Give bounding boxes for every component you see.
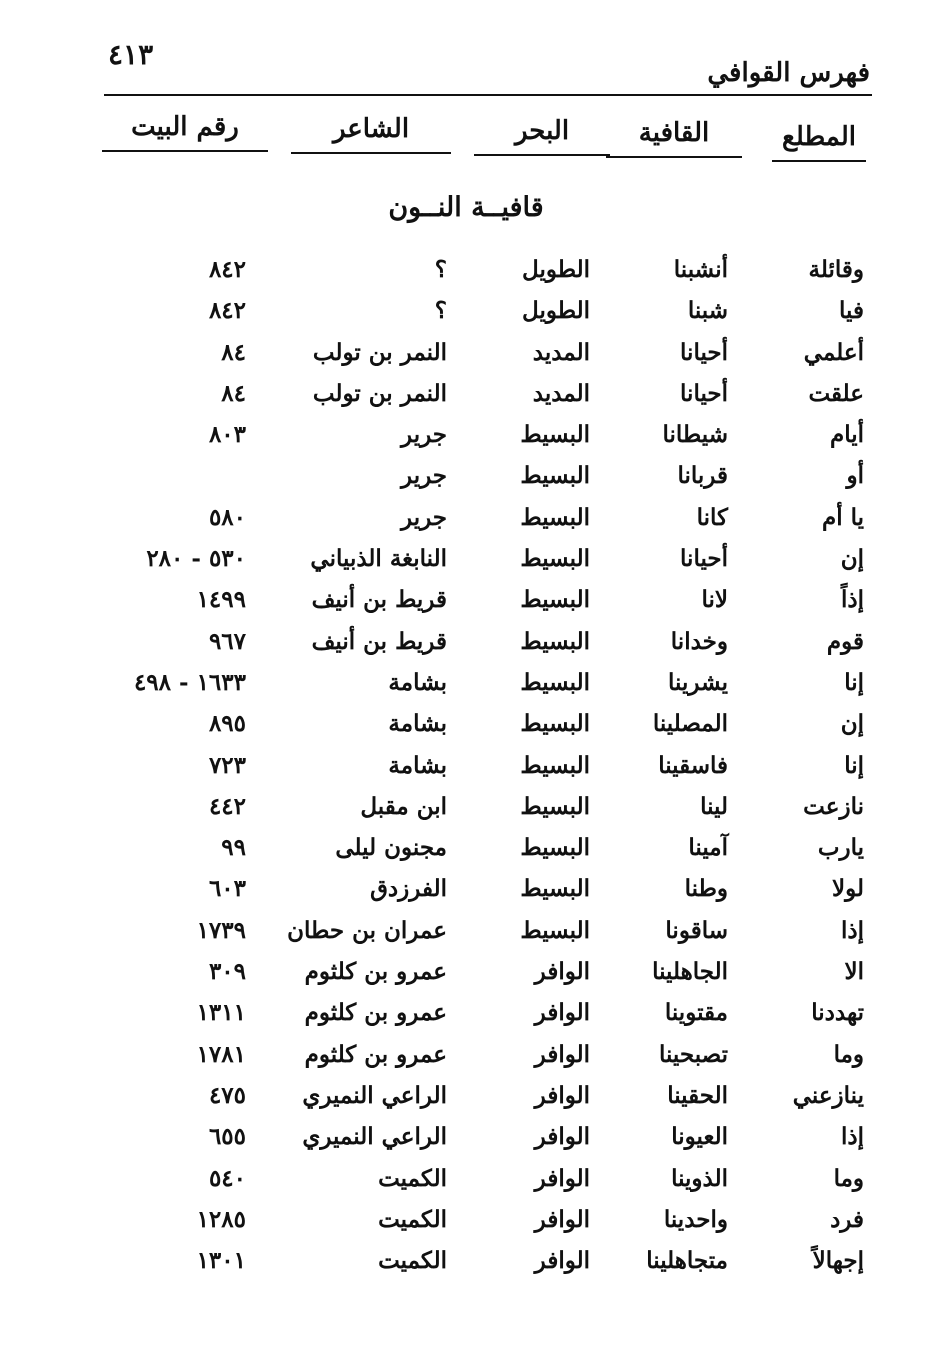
meter-cell: الوافر (534, 999, 590, 1027)
verse-number-cell: ٥٣٠ - ٢٨٠ (146, 545, 246, 573)
opening-cell: ينازعني (792, 1081, 864, 1109)
poet-cell: جرير (401, 421, 447, 449)
poet-cell: بشامة (388, 751, 447, 779)
verse-number-cell: ١٣١١ (196, 999, 246, 1027)
rhyme-cell: أحيانا (680, 338, 728, 366)
table-row (0, 628, 932, 669)
meter-cell: البسيط (520, 916, 590, 944)
meter-cell: البسيط (520, 751, 590, 779)
meter-cell: الوافر (534, 958, 590, 986)
poet-cell: الفرزدق (370, 875, 447, 903)
column-header-poet-rule (291, 152, 451, 154)
table-row (0, 999, 932, 1040)
table-row (0, 917, 932, 958)
column-header-rhyme-label: القافية (638, 118, 710, 148)
rhyme-cell: آمينا (688, 834, 728, 862)
meter-cell: البسيط (520, 462, 590, 490)
poet-cell: عمرو بن كلثوم (304, 999, 447, 1027)
table-row (0, 793, 932, 834)
meter-cell: البسيط (520, 668, 590, 696)
verse-number-cell: ٨٤٢ (208, 297, 246, 325)
rhyme-cell: متجاهلينا (646, 1247, 728, 1275)
rhyme-cell: المصلينا (652, 710, 728, 738)
table-row (0, 545, 932, 586)
verse-number-cell: ٨٤٢ (208, 256, 246, 283)
poet-cell: قريط بن أنيف (311, 586, 447, 614)
meter-cell: الوافر (534, 1123, 590, 1151)
rhyme-cell: وخدانا (670, 627, 728, 655)
poet-cell: ؟ (434, 256, 447, 283)
poet-cell: بشامة (388, 710, 447, 738)
poet-cell: جرير (401, 503, 447, 531)
meter-cell: البسيط (520, 710, 590, 738)
opening-cell: إن (840, 545, 864, 573)
table-row (0, 669, 932, 710)
meter-cell: الوافر (534, 1164, 590, 1192)
poet-cell: الكميت (378, 1164, 447, 1192)
meter-cell: الوافر (534, 1081, 590, 1109)
rhyme-cell: شبنا (687, 297, 728, 325)
rhyme-cell: تصبحينا (658, 1040, 728, 1068)
table-row (0, 504, 932, 545)
opening-cell: علقت (808, 379, 864, 407)
opening-cell: يارب (817, 834, 864, 862)
verse-number-cell: ٦٥٥ (208, 1123, 246, 1151)
meter-cell: البسيط (520, 834, 590, 862)
table-row (0, 380, 932, 421)
column-header-verse-number-label: رقم البيت (131, 112, 239, 142)
rhyme-cell: قربانا (677, 462, 728, 490)
poet-cell: النمر بن تولب (312, 338, 447, 366)
poet-cell: الكميت (378, 1205, 447, 1233)
verse-number-cell: ٩٦٧ (208, 627, 246, 655)
meter-cell: البسيط (520, 545, 590, 573)
rhyme-index-table (0, 256, 932, 1288)
meter-cell: الطويل (522, 297, 590, 325)
opening-cell: وما (833, 1040, 864, 1068)
opening-cell: إذا (840, 916, 864, 944)
poet-cell: مجنون ليلى (335, 834, 447, 862)
poet-cell: عمران بن حطان (287, 916, 447, 944)
opening-cell: فيا (839, 297, 864, 325)
table-row (0, 1082, 932, 1123)
opening-cell: الا (844, 958, 864, 986)
table-row (0, 339, 932, 380)
meter-cell: البسيط (520, 792, 590, 820)
column-header-opening-label: المطلع (782, 122, 856, 152)
verse-number-cell: ١٧٣٩ (196, 916, 246, 944)
rhyme-cell: العيونا (671, 1123, 728, 1151)
rhyme-cell: الذوينا (671, 1164, 728, 1192)
poet-cell: الراعي النميري (302, 1123, 447, 1151)
verse-number-cell: ٥٨٠ (208, 503, 246, 531)
verse-number-cell: ١٦٣٣ - ٤٩٨ (133, 668, 246, 696)
verse-number-cell: ١٢٨٥ (196, 1205, 246, 1233)
table-row (0, 1041, 932, 1082)
table-row (0, 1165, 932, 1206)
rhyme-cell: كانا (696, 503, 728, 531)
poet-cell: عمرو بن كلثوم (304, 1040, 447, 1068)
opening-cell: إذا (840, 1123, 864, 1151)
meter-cell: الوافر (534, 1205, 590, 1233)
column-header-opening-rule (772, 160, 866, 162)
verse-number-cell: ٨٤ (221, 338, 246, 366)
opening-cell: وما (833, 1164, 864, 1192)
poet-cell: ؟ (434, 297, 447, 325)
meter-cell: الطويل (522, 256, 590, 283)
header-rule (104, 94, 872, 96)
column-header-meter-rule (474, 154, 610, 156)
rhyme-cell: أنشبنا (673, 256, 728, 283)
table-row (0, 834, 932, 875)
rhyme-cell: وطنا (684, 875, 728, 903)
table-row (0, 958, 932, 999)
meter-cell: المديد (532, 338, 590, 366)
verse-number-cell: ٧٢٣ (208, 751, 246, 779)
rhyme-cell: لانا (701, 586, 728, 614)
table-row (0, 297, 932, 338)
verse-number-cell: ٨٠٣ (208, 421, 246, 449)
meter-cell: المديد (532, 379, 590, 407)
column-header-meter (474, 116, 610, 156)
column-header-verse-number (102, 112, 268, 152)
opening-cell: قوم (826, 627, 864, 655)
rhyme-cell: مقتوينا (664, 999, 728, 1027)
poet-cell: عمرو بن كلثوم (304, 958, 447, 986)
table-row (0, 875, 932, 916)
meter-cell: البسيط (520, 875, 590, 903)
opening-cell: أيام (829, 421, 864, 449)
verse-number-cell: ٣٠٩ (208, 958, 246, 986)
verse-number-cell: ١٤٩٩ (196, 586, 246, 614)
section-title: قافيــة النــون (388, 192, 544, 223)
meter-cell: الوافر (534, 1040, 590, 1068)
rhyme-cell: ساقونا (665, 916, 728, 944)
verse-number-cell: ٦٠٣ (208, 875, 246, 903)
rhyme-cell: أحيانا (680, 545, 728, 573)
opening-cell: أعلمي (803, 338, 864, 366)
table-row (0, 1123, 932, 1164)
column-header-rhyme (606, 118, 742, 158)
opening-cell: لولا (831, 875, 864, 903)
verse-number-cell: ٤٧٥ (208, 1081, 246, 1109)
table-row (0, 462, 932, 503)
opening-cell: تهددنا (811, 999, 864, 1027)
page-number: ٤١٣ (108, 38, 154, 71)
poet-cell: الراعي النميري (302, 1081, 447, 1109)
column-header-poet-label: الشاعر (332, 114, 410, 144)
opening-cell: أو (846, 462, 864, 490)
table-row (0, 710, 932, 751)
meter-cell: البسيط (520, 503, 590, 531)
rhyme-cell: شيطانا (662, 421, 728, 449)
column-header-verse-number-rule (102, 150, 268, 152)
poet-cell: الكميت (378, 1247, 447, 1275)
rhyme-cell: لينا (700, 792, 728, 820)
poet-cell: قريط بن أنيف (311, 627, 447, 655)
rhyme-cell: فاسقينا (658, 751, 728, 779)
table-row (0, 586, 932, 627)
verse-number-cell: ١٣٠١ (196, 1247, 246, 1275)
poet-cell: النابغة الذبياني (310, 545, 447, 573)
poet-cell: ابن مقبل (360, 792, 447, 820)
column-header-poet (291, 114, 451, 154)
rhyme-cell: يشرينا (668, 668, 728, 696)
rhyme-cell: واحدينا (663, 1205, 728, 1233)
rhyme-cell: الحقينا (667, 1081, 728, 1109)
table-row (0, 752, 932, 793)
verse-number-cell: ١٧٨١ (196, 1040, 246, 1068)
column-header-meter-label: البحر (514, 116, 570, 146)
meter-cell: البسيط (520, 421, 590, 449)
verse-number-cell: ٤٤٢ (208, 792, 246, 820)
opening-cell: إن (840, 710, 864, 738)
opening-cell: إنا (844, 668, 864, 696)
table-row (0, 421, 932, 462)
poet-cell: النمر بن تولب (312, 379, 447, 407)
column-header-rhyme-rule (606, 156, 742, 158)
verse-number-cell: ٨٩٥ (208, 710, 246, 738)
meter-cell: الوافر (534, 1247, 590, 1275)
opening-cell: وقائلة (808, 256, 864, 283)
rhyme-cell: الجاهلينا (652, 958, 728, 986)
table-row (0, 1206, 932, 1247)
opening-cell: إنا (844, 751, 864, 779)
column-header-opening (772, 122, 866, 162)
verse-number-cell: ٨٤ (221, 379, 246, 407)
opening-cell: إجهالاً (812, 1247, 864, 1275)
opening-cell: يا أم (821, 503, 864, 531)
table-row (0, 1247, 932, 1288)
meter-cell: البسيط (520, 627, 590, 655)
opening-cell: إذاً (840, 586, 864, 614)
verse-number-cell: ٥٤٠ (208, 1164, 246, 1192)
verse-number-cell: ٩٩ (221, 834, 246, 862)
poet-cell: بشامة (388, 668, 447, 696)
poet-cell: جرير (401, 462, 447, 490)
opening-cell: نازعت (803, 792, 864, 820)
rhyme-cell: أحيانا (680, 379, 728, 407)
opening-cell: فرد (830, 1205, 864, 1233)
meter-cell: البسيط (520, 586, 590, 614)
table-row (0, 256, 932, 297)
running-title: فهرس القوافي (707, 58, 870, 88)
